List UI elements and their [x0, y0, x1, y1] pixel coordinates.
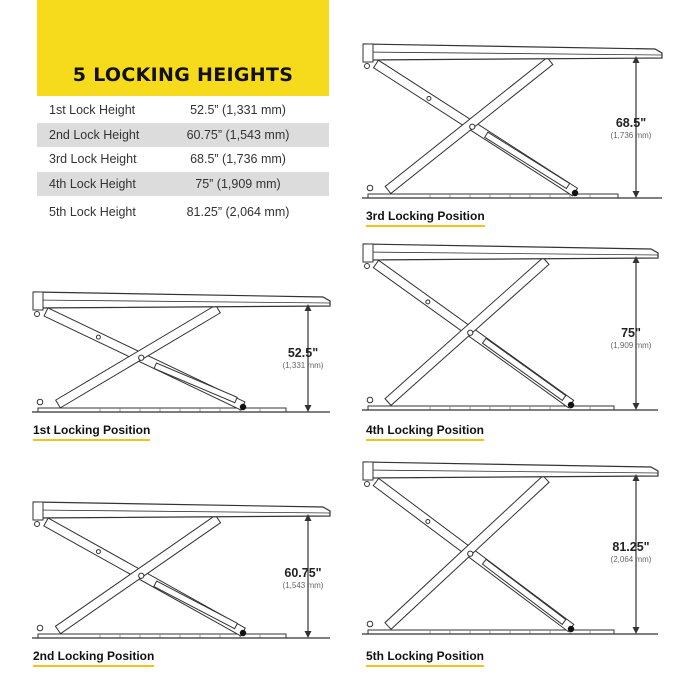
hydraulic-cylinder: [485, 132, 570, 188]
roller-wheel: [240, 404, 246, 410]
height-inches: 81.25": [612, 540, 650, 554]
lift-diagram-1st-position: [30, 288, 330, 416]
lock-height-value: 75” (1,909 mm): [195, 176, 281, 191]
lock-height-table: [37, 98, 329, 228]
deck-end-cap: [363, 44, 373, 62]
arm-bolt: [96, 335, 100, 339]
scissor-arm-b: [385, 258, 549, 406]
height-label: [268, 566, 338, 590]
lift-diagram-3rd-position: [360, 38, 660, 208]
dimension-arrow-bottom: [305, 405, 312, 412]
height-label: [596, 326, 666, 350]
pivot-pin: [468, 551, 473, 556]
dimension-arrow-bottom: [633, 627, 640, 634]
base-bolt: [367, 185, 373, 191]
deck-end-cap: [363, 244, 373, 262]
deck-end-cap: [33, 502, 43, 520]
table-row: [37, 147, 329, 172]
arm-bolt: [426, 519, 430, 523]
arm-bolt: [96, 550, 100, 554]
height-label: [596, 540, 666, 564]
base-bolt: [37, 625, 43, 631]
lift-diagram-5th-position: [360, 458, 660, 641]
base-bolt: [367, 621, 373, 627]
table-row: [37, 123, 329, 148]
base-bolt: [37, 399, 43, 405]
height-inches: 75": [621, 326, 641, 340]
end-bolt: [365, 482, 370, 487]
height-label: [268, 346, 338, 370]
hydraulic-cylinder: [154, 363, 237, 403]
lift-diagram-4th-position: [360, 240, 660, 415]
dimension-arrow-bottom: [633, 403, 640, 410]
roller-wheel: [572, 190, 578, 196]
lock-height-label: 4th Lock Height: [49, 176, 136, 191]
hydraulic-cylinder: [482, 559, 565, 624]
lift-diagram-2nd-position: [30, 498, 330, 643]
arm-bolt: [427, 97, 431, 101]
height-inches: 60.75": [284, 566, 322, 580]
lift-deck: [364, 44, 662, 60]
roller-wheel: [240, 630, 246, 636]
scissor-arm-b: [385, 57, 553, 193]
caption-3rd-position: 3rd Locking Position: [366, 209, 485, 227]
pivot-pin: [470, 124, 475, 129]
end-bolt: [35, 312, 40, 317]
lock-height-value: 81.25” (2,064 mm): [186, 205, 290, 219]
lift-deck: [34, 502, 330, 518]
arm-bolt: [426, 300, 430, 304]
lock-height-value: 52.5” (1,331 mm): [190, 103, 286, 118]
roller-wheel: [568, 626, 574, 632]
height-millimeters: (1,736 mm): [610, 131, 652, 140]
scissor-arm-b: [55, 515, 220, 633]
lock-height-label: 1st Lock Height: [49, 103, 136, 118]
end-bolt: [365, 264, 370, 269]
end-bolt: [365, 64, 370, 69]
lock-height-value: 60.75” (1,543 mm): [186, 127, 290, 142]
hydraulic-cylinder: [483, 338, 566, 400]
table-row: [37, 196, 329, 228]
height-label: [596, 116, 666, 140]
lift-deck: [364, 462, 658, 478]
table-row: [37, 172, 329, 197]
lift-deck: [364, 244, 658, 260]
hydraulic-cylinder: [154, 581, 238, 629]
base-bolt: [367, 397, 373, 403]
lock-height-value: 68.5” (1,736 mm): [190, 152, 286, 167]
page-title: 5 LOCKING HEIGHTS: [72, 64, 294, 86]
end-bolt: [35, 522, 40, 527]
deck-end-cap: [33, 292, 43, 310]
roller-wheel: [568, 402, 574, 408]
lock-height-label: 2nd Lock Height: [49, 127, 140, 142]
lock-height-label: 5th Lock Height: [49, 205, 136, 219]
height-millimeters: (1,543 mm): [282, 581, 324, 590]
height-millimeters: (2,064 mm): [610, 555, 652, 564]
pivot-pin: [468, 330, 473, 335]
caption-4th-position: 4th Locking Position: [366, 423, 484, 441]
lift-deck: [34, 292, 330, 308]
caption-1st-position: 1st Locking Position: [33, 423, 150, 441]
pivot-pin: [139, 355, 144, 360]
height-inches: 52.5": [287, 346, 319, 360]
title-banner: [37, 0, 329, 96]
caption-2nd-position: 2nd Locking Position: [33, 649, 154, 667]
height-millimeters: (1,909 mm): [610, 341, 652, 350]
scissor-arm-b: [56, 305, 221, 408]
dimension-arrow-bottom: [633, 191, 640, 198]
pivot-pin: [139, 573, 144, 578]
height-inches: 68.5": [615, 116, 647, 130]
table-row: [37, 98, 329, 123]
base-rail: [38, 408, 286, 412]
caption-5th-position: 5th Locking Position: [366, 649, 484, 667]
lock-height-label: 3rd Lock Height: [49, 152, 137, 167]
height-millimeters: (1,331 mm): [282, 361, 324, 370]
deck-end-cap: [363, 462, 373, 480]
dimension-arrow-bottom: [305, 631, 312, 638]
scissor-arm-b: [385, 476, 549, 630]
